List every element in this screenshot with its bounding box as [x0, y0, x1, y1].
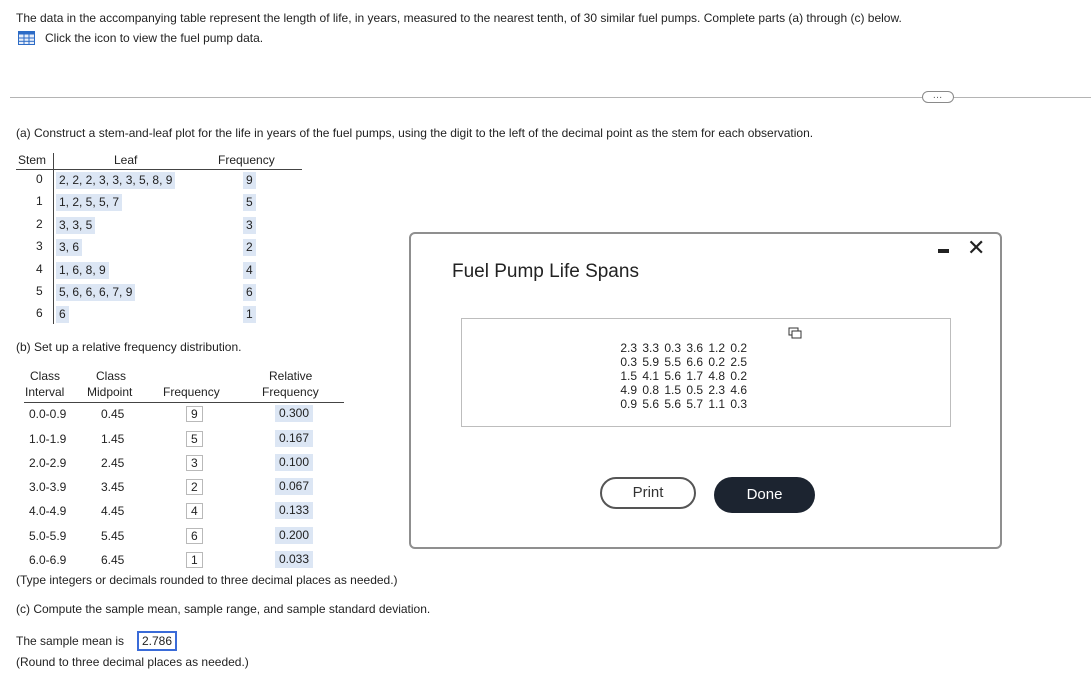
data-cell: 2.3 [620, 341, 637, 355]
stem-divider-line [53, 153, 54, 324]
stem-6: 6 [36, 306, 43, 320]
class-interval-header-2: Interval [25, 385, 65, 399]
stem-3: 3 [36, 239, 43, 253]
relative-cell-4: 0.133 [275, 502, 313, 519]
sample-mean-answer[interactable]: 2.786 [137, 631, 177, 651]
freq-3: 2 [243, 239, 256, 256]
stem-0: 0 [36, 172, 43, 186]
part-c-note: (Round to three decimal places as needed.) [16, 655, 249, 669]
stem-1: 1 [36, 194, 43, 208]
leaf-4: 1, 6, 8, 9 [56, 262, 109, 279]
part-c-prompt: (c) Compute the sample mean, sample range, and sample standard deviation. [16, 602, 431, 616]
freq-0: 9 [243, 172, 256, 189]
data-row [615, 369, 747, 383]
frequency-table-header-rule [24, 402, 344, 403]
midpoint-5: 5.45 [101, 529, 125, 543]
class-interval-header-1: Class [30, 369, 61, 383]
freq-4: 4 [243, 262, 256, 279]
data-cell: 2.5 [730, 355, 747, 369]
data-cell: 0.2 [730, 369, 747, 383]
frequency-cell-2: 3 [186, 455, 203, 471]
relative-header-1: Relative [269, 369, 313, 383]
midpoint-header-2: Midpoint [87, 385, 133, 399]
midpoint-3: 3.45 [101, 480, 125, 494]
sample-mean-label: The sample mean is [16, 634, 125, 648]
data-cell: 1.5 [620, 369, 637, 383]
interval-6: 6.0-6.9 [29, 553, 67, 567]
data-cell: 4.8 [708, 369, 725, 383]
freq-5: 6 [243, 284, 256, 301]
data-cell: 0.3 [664, 341, 681, 355]
midpoint-2: 2.45 [101, 456, 125, 470]
data-cell: 4.6 [730, 383, 747, 397]
relative-cell-1: 0.167 [275, 430, 313, 447]
leaf-3: 3, 6 [56, 239, 82, 256]
data-cell: 0.5 [686, 383, 703, 397]
problem-intro: The data in the accompanying table represent the length of life, in years, measured to the nearest tenth, of 30 similar fuel pumps. Complete parts (a) through (c) below. [16, 11, 902, 25]
data-row [615, 341, 747, 355]
data-cell: 5.5 [664, 355, 681, 369]
data-cell: 4.9 [620, 383, 637, 397]
fuel-pump-data-dialog [409, 232, 1002, 549]
interval-3: 3.0-3.9 [29, 480, 67, 494]
part-b-note: (Type integers or decimals rounded to three decimal places as needed.) [16, 573, 398, 587]
midpoint-6: 6.45 [101, 553, 125, 567]
freq-1: 5 [243, 194, 256, 211]
midpoint-header-1: Class [96, 369, 127, 383]
part-a-prompt: (a) Construct a stem-and-leaf plot for the life in years of the fuel pumps, using the digit to the left of the decimal point as the stem for each observation. [16, 126, 814, 140]
frequency-cell-0: 9 [186, 406, 203, 422]
stem-header: Stem [18, 153, 47, 167]
midpoint-4: 4.45 [101, 504, 125, 518]
stem-5: 5 [36, 284, 43, 298]
stem-4: 4 [36, 262, 43, 276]
interval-1: 1.0-1.9 [29, 432, 67, 446]
data-cell: 3.6 [686, 341, 703, 355]
data-cell: 5.6 [664, 397, 681, 411]
print-button[interactable]: Print [600, 477, 696, 509]
frequency-cell-1: 5 [186, 431, 203, 447]
leaf-6: 6 [56, 306, 69, 323]
data-cell: 0.2 [730, 341, 747, 355]
view-data-link-label[interactable]: Click the icon to view the fuel pump data. [45, 31, 264, 45]
copy-icon[interactable] [788, 327, 802, 339]
data-cell: 2.3 [708, 383, 725, 397]
frequency-cell-4: 4 [186, 503, 203, 519]
relative-header-2: Frequency [262, 385, 319, 399]
data-cell: 1.2 [708, 341, 725, 355]
data-cell: 0.3 [620, 355, 637, 369]
data-table-box [461, 318, 951, 427]
table-grid-icon[interactable] [18, 31, 35, 45]
data-cell: 6.6 [686, 355, 703, 369]
data-cell: 5.7 [686, 397, 703, 411]
leaf-2: 3, 3, 5 [56, 217, 95, 234]
dialog-title: Fuel Pump Life Spans [452, 261, 639, 282]
data-cell: 1.1 [708, 397, 725, 411]
relative-cell-0: 0.300 [275, 405, 313, 422]
freq-2: 3 [243, 217, 256, 234]
frequency-cell-5: 6 [186, 528, 203, 544]
data-cell: 0.9 [620, 397, 637, 411]
freq-6: 1 [243, 306, 256, 323]
data-cell: 0.3 [730, 397, 747, 411]
part-b-prompt: (b) Set up a relative frequency distribution. [16, 340, 242, 354]
leaf-0: 2, 2, 2, 3, 3, 3, 5, 8, 9 [56, 172, 175, 189]
data-cell: 0.2 [708, 355, 725, 369]
done-button[interactable]: Done [714, 477, 815, 513]
data-cell: 4.1 [642, 369, 659, 383]
view-data-link[interactable] [18, 31, 263, 45]
frequency-header: Frequency [218, 153, 275, 167]
interval-0: 0.0-0.9 [29, 407, 67, 421]
data-cell: 5.9 [642, 355, 659, 369]
frequency-cell-3: 2 [186, 479, 203, 495]
relative-cell-2: 0.100 [275, 454, 313, 471]
stem-leaf-header-rule [16, 169, 302, 170]
relative-cell-6: 0.033 [275, 551, 313, 568]
data-cell: 0.8 [642, 383, 659, 397]
data-cell: 3.3 [642, 341, 659, 355]
interval-4: 4.0-4.9 [29, 504, 67, 518]
stem-2: 2 [36, 217, 43, 231]
relative-cell-5: 0.200 [275, 527, 313, 544]
more-options-button[interactable]: … [922, 91, 954, 103]
leaf-5: 5, 6, 6, 6, 7, 9 [56, 284, 135, 301]
data-cell: 5.6 [642, 397, 659, 411]
interval-5: 5.0-5.9 [29, 529, 67, 543]
frequency-col-header: Frequency [163, 385, 220, 399]
leaf-1: 1, 2, 5, 5, 7 [56, 194, 122, 211]
interval-2: 2.0-2.9 [29, 456, 67, 470]
midpoint-0: 0.45 [101, 407, 125, 421]
minimize-icon[interactable] [938, 249, 949, 253]
data-row [615, 397, 747, 411]
leaf-header: Leaf [114, 153, 138, 167]
data-cell: 1.7 [686, 369, 703, 383]
data-cell: 1.5 [664, 383, 681, 397]
midpoint-1: 1.45 [101, 432, 125, 446]
fuel-pump-data-grid [615, 341, 747, 411]
close-icon[interactable]: ✕ [967, 235, 986, 260]
frequency-cell-6: 1 [186, 552, 203, 568]
relative-cell-3: 0.067 [275, 478, 313, 495]
data-row [615, 383, 747, 397]
data-cell: 5.6 [664, 369, 681, 383]
data-row [615, 355, 747, 369]
